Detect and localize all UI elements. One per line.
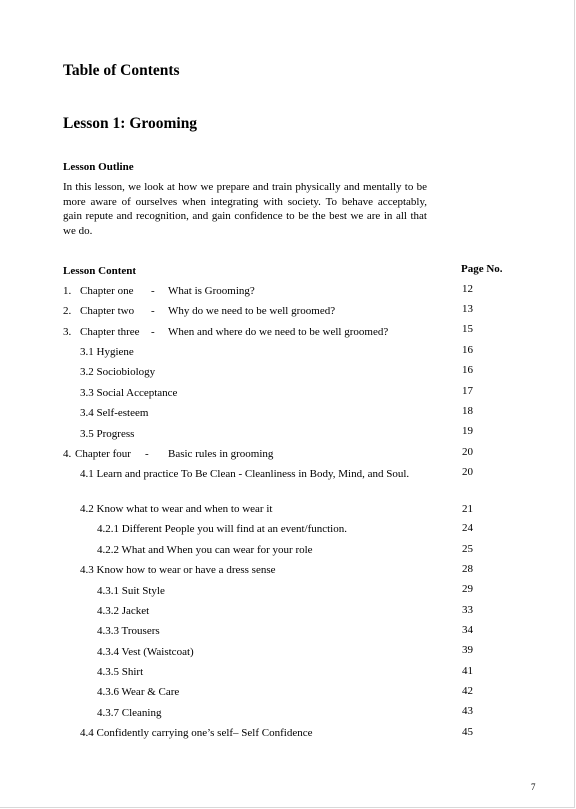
toc-subsection[interactable]: 3.5 Progress (80, 428, 135, 440)
toc-subsubsection[interactable]: 4.3.6 Wear & Care (97, 686, 180, 698)
toc-subsection[interactable]: 4.2 Know what to wear and when to wear it (80, 503, 273, 515)
toc-subsubsection[interactable]: 4.3.5 Shirt (97, 666, 144, 678)
toc-row-dash: - (151, 305, 155, 317)
toc-row-page: 42 (462, 685, 473, 697)
toc-row-page: 41 (462, 665, 473, 677)
toc-row-number: 1. (63, 285, 72, 297)
toc-title: Table of Contents (63, 62, 180, 79)
toc-row-title[interactable]: Why do we need to be well groomed? (168, 305, 336, 317)
toc-row-page: 29 (462, 583, 473, 595)
toc-subsubsection[interactable]: 4.2.2 What and When you can wear for your role (97, 544, 313, 556)
toc-row-page: 28 (462, 563, 473, 575)
toc-row-page: 15 (462, 323, 473, 335)
content-heading: Lesson Content (63, 265, 137, 277)
toc-row-page: 16 (462, 364, 473, 376)
page-no-header: Page No. (461, 263, 503, 275)
toc-row-page: 24 (462, 522, 473, 534)
toc-row-title[interactable]: When and where do we need to be well groomed? (168, 326, 389, 338)
toc-subsubsection[interactable]: 4.3.4 Vest (Waistcoat) (97, 646, 194, 658)
lesson-title: Lesson 1: Grooming (63, 115, 198, 132)
toc-row-page: 21 (462, 503, 473, 515)
toc-subsection[interactable]: 3.2 Sociobiology (80, 366, 156, 378)
toc-subsection[interactable]: 4.4 Confidently carrying one’s self– Self Confidence (80, 727, 313, 739)
toc-row-dash: - (145, 448, 149, 460)
toc-subsubsection[interactable]: 4.3.3 Trousers (97, 625, 160, 637)
outline-heading: Lesson Outline (63, 161, 134, 173)
toc-row-chapter[interactable]: Chapter three (80, 326, 140, 338)
toc-subsection[interactable]: 3.4 Self-esteem (80, 407, 149, 419)
toc-row-page: 18 (462, 405, 473, 417)
toc-row-page: 25 (462, 543, 473, 555)
toc-row-number: 3. (63, 326, 72, 338)
toc-row-page: 19 (462, 425, 473, 437)
toc-row-page: 16 (462, 344, 473, 356)
toc-subsubsection[interactable]: 4.2.1 Different People you will find at an event/function. (97, 523, 347, 535)
toc-subsubsection[interactable]: 4.3.1 Suit Style (97, 585, 165, 597)
toc-subsubsection[interactable]: 4.3.2 Jacket (97, 605, 150, 617)
toc-row-page: 12 (462, 283, 473, 295)
toc-subsection[interactable]: 3.3 Social Acceptance (80, 387, 178, 399)
toc-row-page: 13 (462, 303, 473, 315)
outline-paragraph: In this lesson, we look at how we prepare and train physically and mentally to be more aware of ourselves when integrating with society. To behave acceptably, gain repute and recognition, and gain confidence to be the best we are in all that we do. (63, 181, 427, 237)
toc-row-page: 33 (462, 604, 473, 616)
toc-row-chapter[interactable]: Chapter four (75, 448, 131, 460)
toc-row-chapter[interactable]: Chapter one (80, 285, 134, 297)
toc-row-page: 43 (462, 705, 473, 717)
toc-subsection[interactable]: 3.1 Hygiene (80, 346, 134, 358)
toc-row-page: 20 (462, 466, 473, 478)
toc-row-chapter[interactable]: Chapter two (80, 305, 135, 317)
toc-row-number: 4. (63, 448, 72, 460)
toc-row-title[interactable]: What is Grooming? (168, 285, 255, 297)
toc-row-page: 34 (462, 624, 473, 636)
toc-subsection[interactable]: 4.1 Learn and practice To Be Clean - Cleanliness in Body, Mind, and Soul. (80, 468, 410, 480)
page-number: 7 (531, 782, 536, 792)
toc-row-dash: - (151, 285, 155, 297)
toc-row-page: 45 (462, 726, 473, 738)
toc-row-number: 2. (63, 305, 72, 317)
toc-row-page: 17 (462, 385, 473, 397)
toc-row-dash: - (151, 326, 155, 338)
toc-row-page: 39 (462, 644, 473, 656)
toc-row-page: 20 (462, 446, 473, 458)
toc-row-title[interactable]: Basic rules in grooming (168, 448, 274, 460)
toc-subsubsection[interactable]: 4.3.7 Cleaning (97, 707, 162, 719)
toc-subsection[interactable]: 4.3 Know how to wear or have a dress sense (80, 564, 276, 576)
